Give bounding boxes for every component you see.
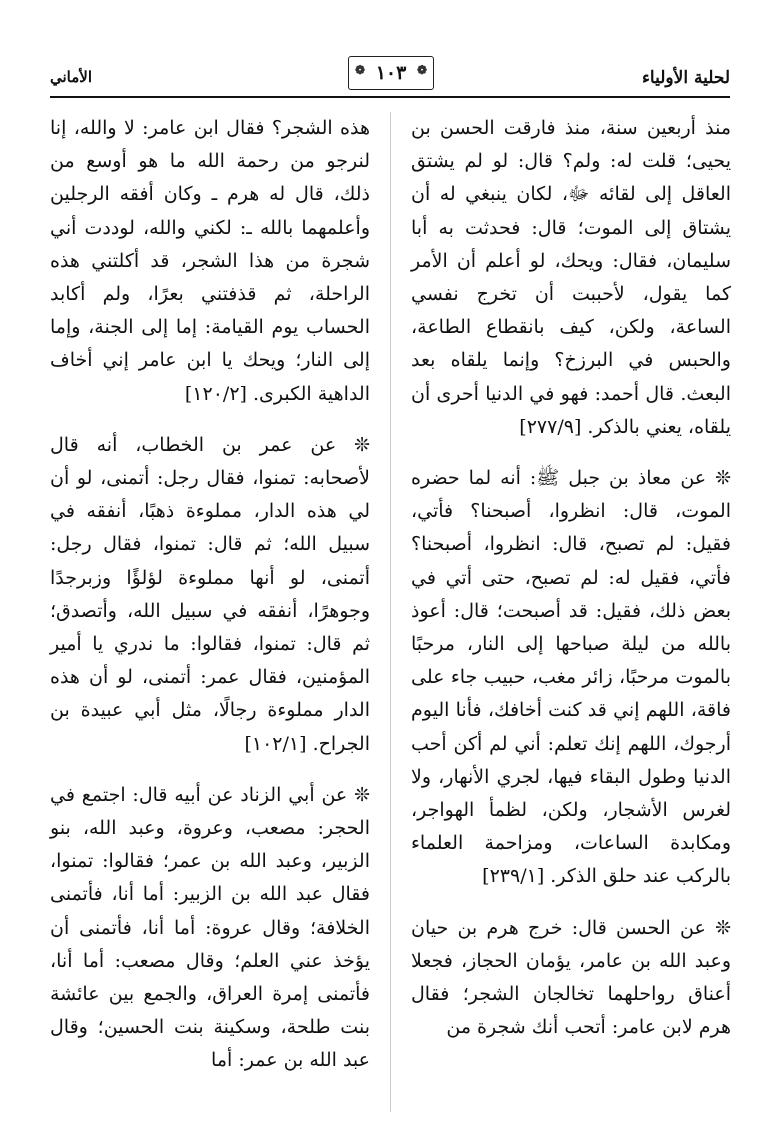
- paragraph-text: ❊ عن أبي الزناد عن أبيه قال: اجتمع في الحجر: مصعب، وعروة، وعبد الله، بنو الزبير، وعبد الله بن عمر؛ فقالوا: تمنوا، فقال عبد الله بن الزبير: أما أنا، فأتمنى الخلافة؛ وقال عروة: أما أنا، فأتمنى أن يؤخذ عني العلم؛ وقال مصعب: أما أنا، فأتمنى إمرة العراق، والجمع بين عائشة بنت طلحة، وسكينة بنت الحسين؛ وقال عبد الله بن عمر: أما: [50, 783, 370, 1072]
- page-header: [50, 56, 730, 96]
- citation-ref: [١٠٢/١]: [244, 732, 307, 755]
- paragraph-text: منذ أربعين سنة، منذ فارقت الحسن بن يحيى؛ قلت له: ولم؟ قال: لو لم يشتق العاقل إلى لقائه ﷻ، لكان ينبغي له أن يشتاق إلى الموت؛ قال: فحدثت به أبا سليمان، فقال: ويحك، لو أعلم أن الأمر كما يقول، لأحببت أن تخرج نفسي الساعة، ولكن، كيف بانقطاع الطاعة، والحبس في البرزخ؟ وإنما يلقاه بعد البعث. قال أحمد: فهو في الدنيا أحرى أن يلقاه، يعني بالذكر.: [411, 117, 731, 438]
- paragraph: [50, 779, 370, 1078]
- citation-ref: [١٢٠/٢]: [184, 382, 247, 405]
- paragraph: [411, 112, 731, 444]
- paragraph-text: ❊ عن الحسن قال: خرج هرم بن حيان وعبد الله بن عامر، يؤمان الحجاز، فجعلا أعناق رواحلهما تخالجان الشجر؛ فقال هرم لابن عامر: أتحب أنك شجرة من: [411, 916, 731, 1039]
- header-divider: [50, 96, 730, 98]
- citation-ref: [٢٣٩/١]: [482, 865, 545, 888]
- citation-ref: [٢٧٧/٩]: [519, 415, 582, 438]
- paragraph-text: ❊ عن معاذ بن جبل ﷺ: أنه لما حضره الموت، قال: انظروا، أصبحنا؟ فأتي، فقيل: لم تصبح، قال: انظروا، أصبحنا؟ فأتي، فقيل له: لم تصبح، حتى أتي في بعض ذلك، فقيل: قد أصبحت؛ قال: أعوذ بالله من ليلة صباحها إلى النار، مرحبًا بالموت مرحبًا، زائر مغب، حبيب جاء على فاقة، اللهم إني قد كنت أخافك، فأنا اليوم أرجوك، اللهم إنك تعلم: أني لم أكن أحب الدنيا وطول البقاء فيها، لجري الأنهار، ولا لغرس الأشجار، ولكن، لظمأ الهواجر، ومكابدة الساعات، ومزاحمة العلماء بالركب عند حلق الذكر.: [411, 467, 731, 888]
- left-column: [50, 112, 370, 1096]
- paragraph: [411, 462, 731, 894]
- section-title: الأماني: [50, 68, 93, 86]
- paragraph-text: هذه الشجر؟ فقال ابن عامر: لا والله، إنا لنرجو من رحمة الله ما هو أوسع من ذلك، قال له هرم ـ وكان أفقه الرجلين وأعلمهما بالله ـ: لكني والله، لوددت أني شجرة من هذا الشجر، قد أكلتني هذه الراحلة، ثم قذفتني بعرًا، ولم أكابد الحساب يوم القيامة: إما إلى الجنة، وإما إلى النار؛ ويحك يا ابن عامر إني أخاف الداهية الكبرى.: [50, 117, 370, 405]
- paragraph: [50, 429, 370, 761]
- book-title: لحلية الأولياء: [641, 68, 730, 88]
- right-column: [411, 112, 731, 1062]
- paragraph: [411, 912, 731, 1045]
- column-divider: [390, 112, 391, 1112]
- page-number: ❁ ١٠٣ ❁: [348, 56, 434, 90]
- paragraph-text: ❊ عن عمر بن الخطاب، أنه قال لأصحابه: تمنوا، فقال رجل: أتمنى، لو أن لي هذه الدار، مملوءة ذهبًا، أنفقه في سبيل الله؛ ثم قال: تمنوا، فقال رجل: أتمنى، لو أنها مملوءة لؤلؤًا وزبرجدًا وجوهرًا، أنفقه في سبيل الله، وأتصدق؛ ثم قال: تمنوا، فقالوا: ما ندري يا أمير المؤمنين، فقال عمر: أتمنى، لو أن هذه الدار مملوءة رجالًا، مثل أبي عبيدة بن الجراح.: [50, 433, 370, 755]
- paragraph: [50, 112, 370, 411]
